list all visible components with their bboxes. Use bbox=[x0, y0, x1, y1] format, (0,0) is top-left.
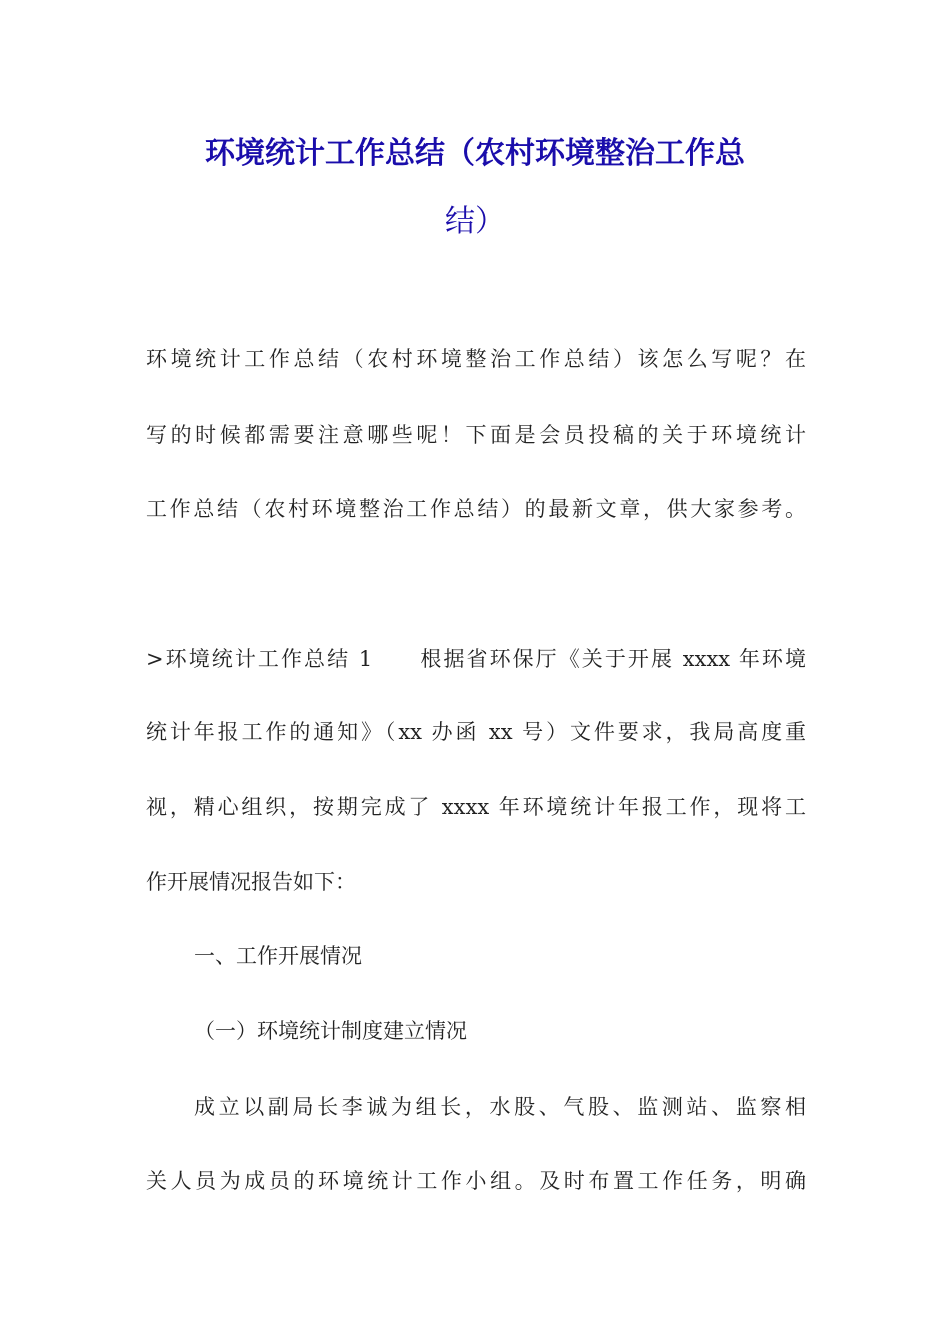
body-line-4: 作开展情况报告如下： bbox=[146, 870, 356, 894]
intro-line-3: 工作总结（农村环境整治工作总结）的最新文章，供大家参考。 bbox=[146, 497, 806, 521]
body-line-1: >环境统计工作总结 1 根据省环保厅《关于开展 xxxx 年环境 bbox=[146, 647, 806, 671]
paragraph-line-1: 成立以副局长李诚为组长，水股、气股、监测站、监察相 bbox=[194, 1095, 806, 1119]
document-title-line-1: 环境统计工作总结（农村环境整治工作总 bbox=[205, 136, 745, 171]
paragraph-line-2: 关人员为成员的环境统计工作小组。及时布置工作任务，明确 bbox=[146, 1169, 806, 1193]
intro-line-2: 写的时候都需要注意哪些呢！下面是会员投稿的关于环境统计 bbox=[146, 423, 806, 447]
document-title-line-2: 结） bbox=[445, 204, 505, 239]
section-heading-1: 一、工作开展情况 bbox=[194, 944, 362, 968]
intro-line-1: 环境统计工作总结（农村环境整治工作总结）该怎么写呢？在 bbox=[146, 347, 806, 371]
subsection-heading-1-1: （一）环境统计制度建立情况 bbox=[194, 1019, 467, 1043]
body-line-3: 视，精心组织，按期完成了 xxxx 年环境统计年报工作，现将工 bbox=[146, 795, 806, 819]
body-line-2: 统计年报工作的通知》（xx 办函 xx 号）文件要求，我局高度重 bbox=[146, 720, 806, 744]
